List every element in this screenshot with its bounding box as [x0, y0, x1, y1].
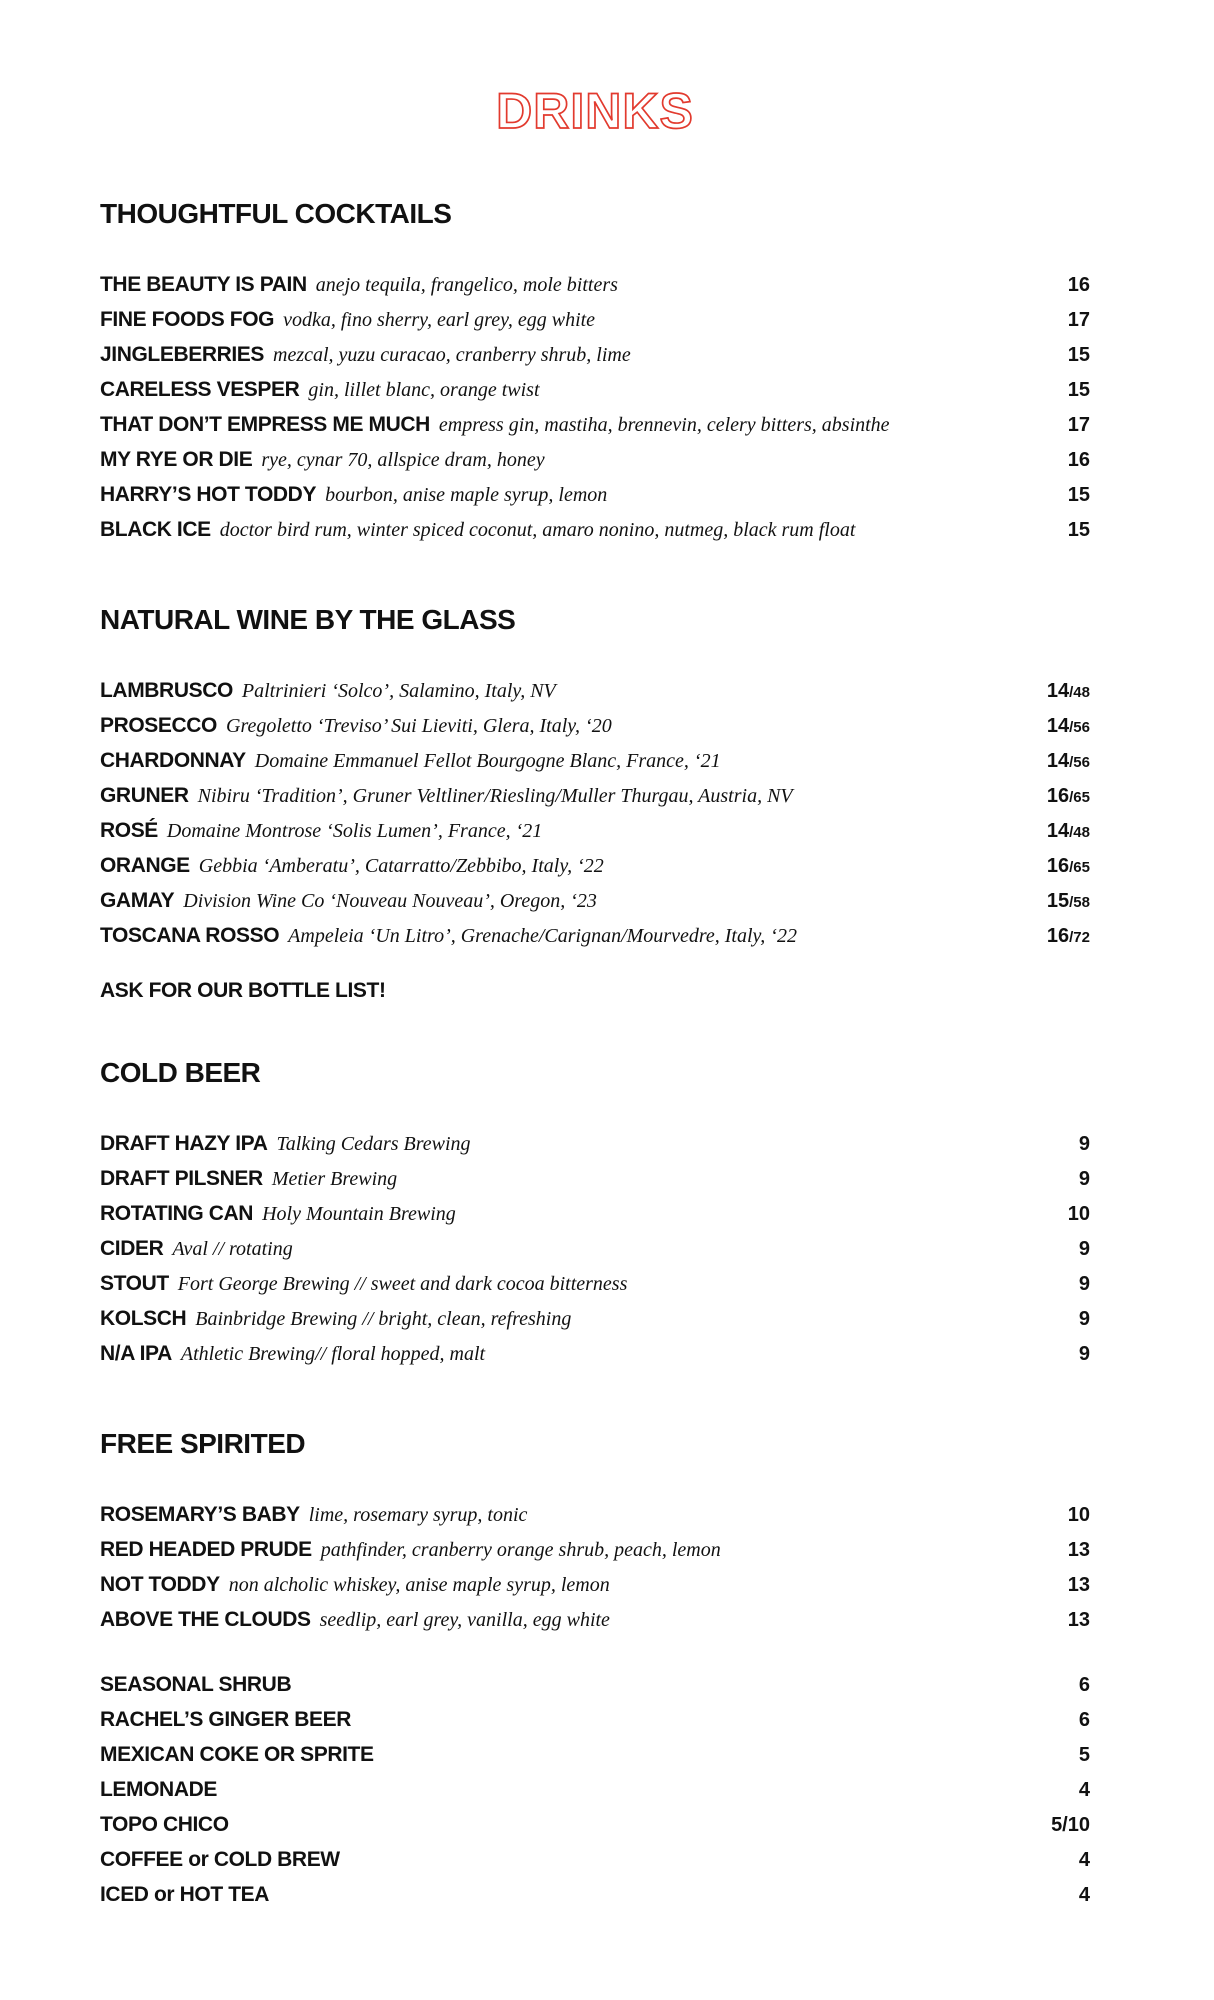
- item-text: [100, 1668, 291, 1703]
- item-price: [1047, 780, 1090, 814]
- item-name: ORANGE: [100, 854, 190, 877]
- menu-item-row: [100, 1267, 1090, 1302]
- item-price: [1068, 374, 1090, 407]
- item-text: [100, 919, 797, 954]
- item-text: [100, 1808, 229, 1843]
- item-price-glass: 9: [1078, 1343, 1090, 1365]
- menu-item-row: [100, 1568, 1090, 1603]
- item-price: [1079, 1879, 1090, 1912]
- item-price: [1079, 1338, 1090, 1371]
- item-price-glass: 16: [1067, 274, 1090, 296]
- item-price-bottle: /65: [1069, 789, 1090, 806]
- menu-item-row: [100, 443, 1090, 478]
- item-name: HARRY’S HOT TODDY: [100, 483, 317, 506]
- item-description: seedlip, earl grey, vanilla, egg white: [319, 1609, 610, 1631]
- item-price: [1047, 885, 1090, 919]
- item-name: MY RYE OR DIE: [100, 448, 253, 471]
- item-price-glass: 15: [1067, 379, 1090, 401]
- item-text: [100, 478, 607, 513]
- item-text: [100, 1232, 293, 1267]
- item-price-bottle: /58: [1069, 894, 1090, 911]
- item-description: Metier Brewing: [271, 1168, 398, 1190]
- item-text: [100, 268, 618, 303]
- item-name: GAMAY: [100, 889, 175, 912]
- menu-item-row: [100, 478, 1090, 513]
- item-text: [100, 1568, 610, 1603]
- menu-section: [100, 606, 1090, 1001]
- menu-item-row: [100, 1878, 1090, 1913]
- item-name: RACHEL’S GINGER BEER: [100, 1708, 352, 1731]
- item-name: ROSEMARY’S BABY: [100, 1503, 300, 1526]
- section-items: [100, 268, 1090, 548]
- item-name: TOSCANA ROSSO: [100, 924, 280, 947]
- item-name: THE BEAUTY IS PAIN: [100, 273, 307, 296]
- menu-item-row: [100, 1603, 1090, 1638]
- item-price-glass: 9: [1078, 1308, 1090, 1330]
- menu-item-row: [100, 1498, 1090, 1533]
- menu-item-row: [100, 1232, 1090, 1267]
- item-price-bottle: /56: [1069, 754, 1090, 771]
- item-price-glass: 16: [1046, 785, 1070, 807]
- menu-item-row: [100, 1197, 1090, 1232]
- item-price: [1047, 815, 1090, 849]
- item-price-glass: 10: [1067, 1203, 1090, 1225]
- menu-item-row: [100, 1162, 1090, 1197]
- item-description: bourbon, anise maple syrup, lemon: [325, 484, 608, 506]
- item-price-glass: 14: [1046, 750, 1070, 772]
- item-name: GRUNER: [100, 784, 189, 807]
- menu-item-row: [100, 303, 1090, 338]
- item-price: [1079, 1128, 1090, 1161]
- item-description: Nibiru ‘Tradition’, Gruner Veltliner/Riesling/Muller Thurgau, Austria, NV: [197, 785, 793, 807]
- menu-item-row: [100, 1337, 1090, 1372]
- section-heading: THOUGHTFUL COCKTAILS: [100, 198, 452, 229]
- item-text: [100, 1533, 721, 1568]
- item-description: Paltrinieri ‘Solco’, Salamino, Italy, NV: [241, 680, 556, 702]
- item-name: COFFEE or COLD BREW: [100, 1848, 340, 1871]
- item-name: DRAFT HAZY IPA: [100, 1132, 268, 1155]
- menu-item-row: [100, 709, 1090, 744]
- item-price: [1079, 1704, 1090, 1737]
- item-text: [100, 709, 612, 744]
- item-description: anejo tequila, frangelico, mole bitters: [315, 274, 618, 296]
- item-price-glass: 6: [1078, 1674, 1090, 1696]
- item-text: [100, 1703, 351, 1738]
- item-description: Bainbridge Brewing // bright, clean, refreshing: [195, 1308, 572, 1330]
- item-price: [1068, 1604, 1090, 1637]
- item-name: JINGLEBERRIES: [100, 343, 264, 366]
- item-description: Aval // rotating: [172, 1238, 293, 1260]
- item-description: Gregoletto ‘Treviso’ Sui Lieviti, Glera, Italy, ‘20: [226, 715, 612, 737]
- item-price-glass: 9: [1078, 1168, 1090, 1190]
- item-price-glass: 15: [1046, 890, 1070, 912]
- item-name: RED HEADED PRUDE: [100, 1538, 312, 1561]
- section-gap: [100, 1638, 1090, 1668]
- item-price-glass: 17: [1067, 414, 1090, 436]
- item-price: [1079, 1669, 1090, 1702]
- menu-item-row: [100, 1738, 1090, 1773]
- section-items: [100, 1127, 1090, 1372]
- item-name: SEASONAL SHRUB: [100, 1673, 292, 1696]
- menu-item-row: [100, 1302, 1090, 1337]
- item-name: ROTATING CAN: [100, 1202, 254, 1225]
- item-text: [100, 443, 545, 478]
- menu-item-row: [100, 1668, 1090, 1703]
- item-text: [100, 338, 631, 373]
- item-price-bottle: /48: [1069, 824, 1090, 841]
- item-text: [100, 674, 556, 709]
- menu-sections: [100, 200, 1090, 1913]
- menu-item-row: [100, 1127, 1090, 1162]
- menu-item-row: [100, 1773, 1090, 1808]
- item-price-bottle: /56: [1069, 719, 1090, 736]
- item-text: [100, 849, 604, 884]
- item-description: Fort George Brewing // sweet and dark cocoa bitterness: [177, 1273, 628, 1295]
- menu-item-row: [100, 1808, 1090, 1843]
- item-text: [100, 779, 793, 814]
- section-items: [100, 674, 1090, 954]
- item-price: [1068, 1569, 1090, 1602]
- item-price: [1079, 1303, 1090, 1336]
- menu-item-row: [100, 744, 1090, 779]
- item-price: [1079, 1163, 1090, 1196]
- item-price: [1068, 1499, 1090, 1532]
- item-price: [1068, 339, 1090, 372]
- item-price-glass: 16: [1046, 855, 1070, 877]
- item-text: [100, 1773, 217, 1808]
- item-price-glass: 9: [1078, 1273, 1090, 1295]
- item-price-glass: 15: [1067, 344, 1090, 366]
- item-description: Athletic Brewing// floral hopped, malt: [180, 1343, 486, 1365]
- item-description: Holy Mountain Brewing: [262, 1203, 456, 1225]
- item-price-glass: 15: [1067, 519, 1090, 541]
- section-heading: COLD BEER: [100, 1057, 261, 1088]
- item-text: [100, 1843, 340, 1878]
- menu-item-row: [100, 674, 1090, 709]
- item-price-glass: 14: [1046, 715, 1070, 737]
- item-text: [100, 1498, 527, 1533]
- item-description: Domaine Emmanuel Fellot Bourgogne Blanc, France, ‘21: [254, 750, 721, 772]
- menu-item-row: [100, 814, 1090, 849]
- item-price-bottle: /48: [1069, 684, 1090, 701]
- item-text: [100, 373, 540, 408]
- item-description: Division Wine Co ‘Nouveau Nouveau’, Oregon, ‘23: [183, 890, 597, 912]
- item-price: [1079, 1739, 1090, 1772]
- item-price: [1079, 1233, 1090, 1266]
- item-description: empress gin, mastiha, brennevin, celery bitters, absinthe: [438, 414, 890, 436]
- item-name: ABOVE THE CLOUDS: [100, 1608, 311, 1631]
- menu-item-row: [100, 1533, 1090, 1568]
- menu-section: [100, 200, 1090, 548]
- item-price-glass: 16: [1046, 925, 1070, 947]
- item-name: DRAFT PILSNER: [100, 1167, 263, 1190]
- menu-item-row: [100, 268, 1090, 303]
- item-price-glass: 4: [1078, 1779, 1090, 1801]
- item-text: [100, 884, 597, 919]
- item-price: [1068, 304, 1090, 337]
- item-price: [1068, 409, 1090, 442]
- item-price: [1047, 850, 1090, 884]
- item-name: BLACK ICE: [100, 518, 211, 541]
- item-name: LAMBRUSCO: [100, 679, 233, 702]
- menu-section: [100, 1430, 1090, 1913]
- item-description: Domaine Montrose ‘Solis Lumen’, France, ‘21: [166, 820, 543, 842]
- item-text: [100, 1337, 485, 1372]
- item-name: MEXICAN COKE OR SPRITE: [100, 1743, 374, 1766]
- item-name: STOUT: [100, 1272, 169, 1295]
- item-price: [1068, 479, 1090, 512]
- item-text: [100, 1302, 571, 1337]
- item-text: [100, 1603, 610, 1638]
- item-name: THAT DON’T EMPRESS ME MUCH: [100, 413, 430, 436]
- item-price: [1047, 745, 1090, 779]
- item-price: [1079, 1268, 1090, 1301]
- item-text: [100, 1162, 397, 1197]
- menu-section: [100, 1059, 1090, 1372]
- item-price: [1047, 710, 1090, 744]
- item-price-glass: 5/10: [1051, 1814, 1090, 1836]
- item-price: [1068, 1534, 1090, 1567]
- item-price-bottle: /65: [1069, 859, 1090, 876]
- item-description: rye, cynar 70, allspice dram, honey: [261, 449, 545, 471]
- item-price-glass: 9: [1078, 1238, 1090, 1260]
- menu-item-row: [100, 849, 1090, 884]
- item-price: [1068, 1198, 1090, 1231]
- item-price-glass: 5: [1078, 1744, 1090, 1766]
- item-price: [1079, 1774, 1090, 1807]
- item-price: [1068, 444, 1090, 477]
- section-items: [100, 1498, 1090, 1913]
- menu-item-row: [100, 779, 1090, 814]
- item-name: CIDER: [100, 1237, 164, 1260]
- item-price: [1047, 920, 1090, 954]
- item-name: LEMONADE: [100, 1778, 217, 1801]
- item-description: Gebbia ‘Amberatu’, Catarratto/Zebbibo, Italy, ‘22: [198, 855, 604, 877]
- menu-item-row: [100, 1843, 1090, 1878]
- item-description: vodka, fino sherry, earl grey, egg white: [283, 309, 596, 331]
- item-description: lime, rosemary syrup, tonic: [308, 1504, 528, 1526]
- item-price: [1068, 514, 1090, 547]
- section-heading: NATURAL WINE BY THE GLASS: [100, 604, 516, 635]
- item-description: Talking Cedars Brewing: [276, 1133, 471, 1155]
- item-text: [100, 303, 595, 338]
- item-name: KOLSCH: [100, 1307, 187, 1330]
- item-description: pathfinder, cranberry orange shrub, peach, lemon: [320, 1539, 721, 1561]
- item-text: [100, 744, 721, 779]
- item-price-glass: 4: [1078, 1884, 1090, 1906]
- item-price-glass: 10: [1067, 1504, 1090, 1526]
- item-name: ICED or HOT TEA: [100, 1883, 270, 1906]
- item-text: [100, 1878, 269, 1913]
- menu-item-row: [100, 408, 1090, 443]
- item-description: Ampeleia ‘Un Litro’, Grenache/Carignan/Mourvedre, Italy, ‘22: [288, 925, 797, 947]
- item-name: CHARDONNAY: [100, 749, 246, 772]
- menu-item-row: [100, 513, 1090, 548]
- item-price-glass: 15: [1067, 484, 1090, 506]
- menu-item-row: [100, 338, 1090, 373]
- item-price-glass: 14: [1046, 680, 1070, 702]
- bottle-list-note: ASK FOR OUR BOTTLE LIST!: [100, 979, 386, 1002]
- item-name: ROSÉ: [100, 819, 158, 842]
- item-price-glass: 9: [1078, 1133, 1090, 1155]
- item-text: [100, 1267, 627, 1302]
- menu-item-row: [100, 919, 1090, 954]
- item-price: [1047, 675, 1090, 709]
- item-price-glass: 13: [1067, 1574, 1090, 1596]
- item-name: N/A IPA: [100, 1342, 172, 1365]
- item-description: mezcal, yuzu curacao, cranberry shrub, lime: [273, 344, 631, 366]
- menu-item-row: [100, 884, 1090, 919]
- item-price-glass: 13: [1067, 1539, 1090, 1561]
- item-price: [1068, 269, 1090, 302]
- item-price: [1051, 1809, 1090, 1842]
- item-price: [1079, 1844, 1090, 1877]
- menu-item-row: [100, 1703, 1090, 1738]
- item-text: [100, 513, 855, 548]
- item-name: TOPO CHICO: [100, 1813, 229, 1836]
- item-price-glass: 6: [1078, 1709, 1090, 1731]
- item-price-glass: 14: [1046, 820, 1070, 842]
- item-text: [100, 1127, 471, 1162]
- item-price-glass: 17: [1067, 309, 1090, 331]
- item-name: FINE FOODS FOG: [100, 308, 275, 331]
- item-description: gin, lillet blanc, orange twist: [308, 379, 540, 401]
- item-text: [100, 1197, 456, 1232]
- item-name: NOT TODDY: [100, 1573, 220, 1596]
- item-price-glass: 16: [1067, 449, 1090, 471]
- item-name: CARELESS VESPER: [100, 378, 300, 401]
- item-price-glass: 13: [1067, 1609, 1090, 1631]
- item-text: [100, 408, 890, 443]
- item-name: PROSECCO: [100, 714, 217, 737]
- item-text: [100, 814, 542, 849]
- item-text: [100, 1738, 374, 1773]
- item-price-bottle: /72: [1069, 929, 1090, 946]
- item-description: doctor bird rum, winter spiced coconut, amaro nonino, nutmeg, black rum float: [219, 519, 856, 541]
- menu-title: DRINKS: [496, 83, 694, 139]
- item-description: non alcholic whiskey, anise maple syrup, lemon: [228, 1574, 610, 1596]
- item-price-glass: 4: [1078, 1849, 1090, 1871]
- section-heading: FREE SPIRITED: [100, 1428, 306, 1459]
- menu-item-row: [100, 373, 1090, 408]
